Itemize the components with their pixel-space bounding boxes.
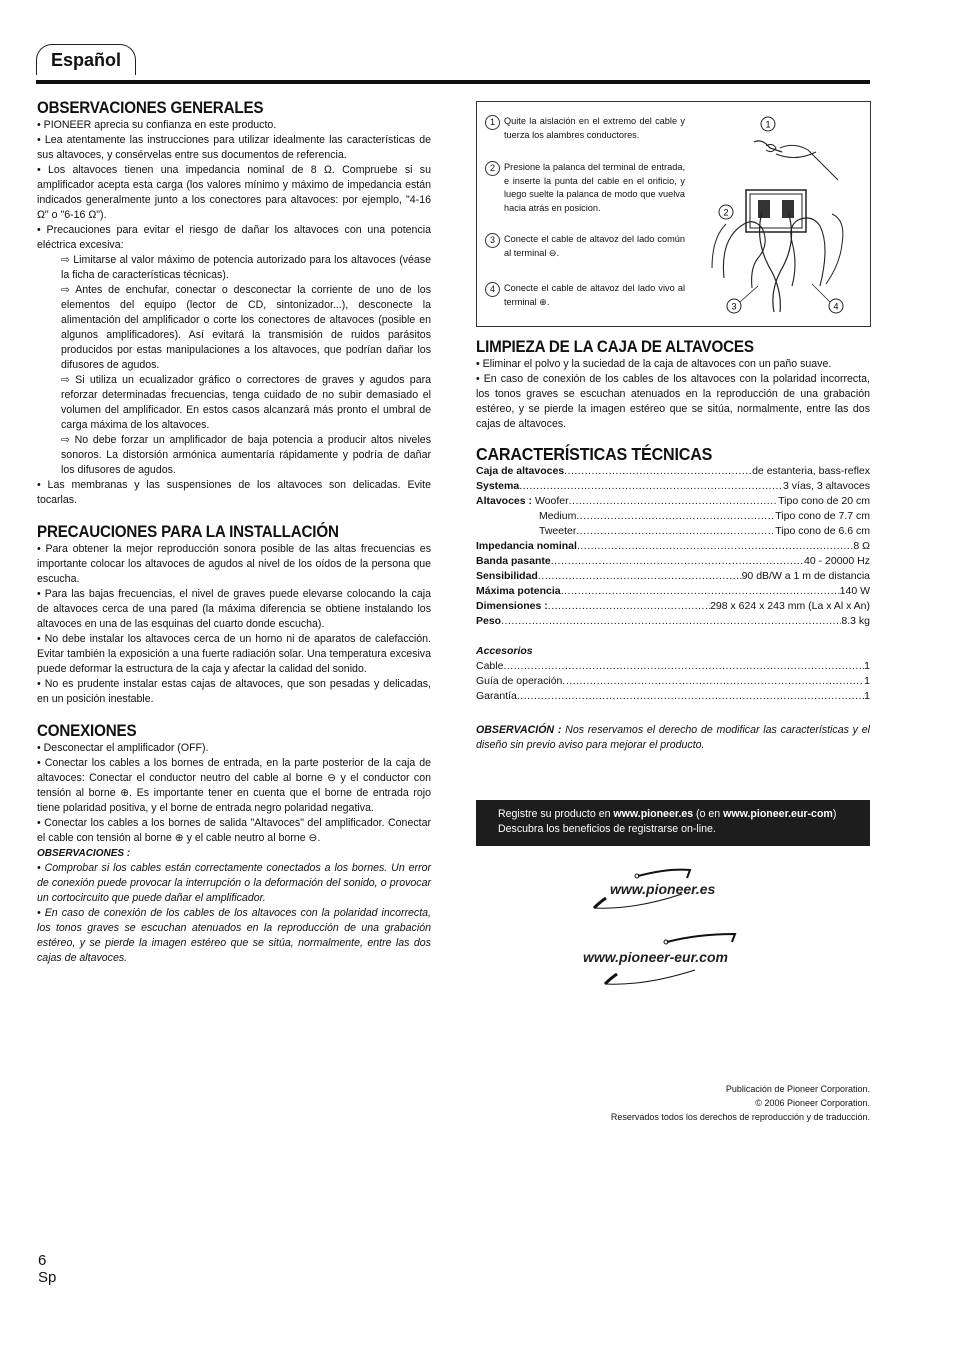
page-lang: Sp — [38, 1269, 57, 1286]
url-pioneer-es[interactable]: www.pioneer.es — [610, 881, 716, 897]
spec-row: Sensibilidad ..... 90 dB/W a 1 m de distancia — [476, 569, 870, 584]
observacion-note: OBSERVACIÓN : Nos reservamos el derecho de modificar las características y el diseño sin previo aviso para mejorar el producto. — [476, 724, 870, 751]
step-number: 4 — [485, 282, 500, 297]
spec-row: Systema ..... 3 vías, 3 altavoces — [476, 479, 870, 494]
pioneer-eur-logo — [583, 930, 773, 986]
pioneer-es-logo — [590, 864, 750, 914]
note-paragraph: • En caso de conexión de los cables de los altavoces con la polaridad incorrecta, los tonos graves se escuchan atenuados en la reproducción de una grabación estéreo, y se pierde la imagen estéreo que se sitúa, normalmente, entre las dos cajas de altavoces. — [37, 907, 431, 964]
paragraph: • Los altavoces tienen una impedancia nominal de 8 Ω. Compruebe si su amplificador acepta esta carga (los valores mínimo y máximo de impedancia están indicados generalmente junto a los conectores para altavoces: por ejemplo, "4-16 Ω" o "6-16 Ω"). — [37, 164, 431, 221]
step-number: 1 — [485, 115, 500, 130]
step-text: Conecte el cable de altavoz del lado común al terminal ⊖. — [504, 234, 685, 258]
spec-row: Peso ..... 8.3 kg — [476, 614, 870, 629]
figure-step — [485, 161, 685, 215]
section-title-limpieza: LIMPIEZA DE LA CAJA DE ALTAVOCES — [476, 338, 754, 356]
spec-row: Impedancia nominal ..... 8 Ω — [476, 539, 870, 554]
paragraph: • Para las bajas frecuencias, el nivel de graves puede elevarse colocando la caja de altavoces cerca de una pared (la máxima diferencia se obtiene instalando los altavoces en una de las esquinas del cuarto donde escucha). — [37, 588, 431, 630]
left-column — [37, 98, 431, 966]
paragraph: • Precauciones para evitar el riesgo de dañar los altavoces con una potencia eléctrica excesiva: — [37, 224, 431, 251]
page-number-block — [38, 1252, 56, 1286]
spec-row: Caja de altavoces ..... de estanteria, bass-reflex — [476, 464, 870, 479]
accesorios-list — [476, 644, 870, 704]
paragraph: • Eliminar el polvo y la suciedad de la caja de altavoces con un paño suave. — [476, 358, 832, 370]
figure-step — [485, 282, 685, 309]
callout-number: 4 — [833, 301, 839, 312]
step-number: 2 — [485, 161, 500, 176]
paragraph: • Desconectar el amplificador (OFF). — [37, 742, 209, 754]
section-title-precauciones: PRECAUCIONES PARA LA INSTALLACIÓN — [37, 523, 339, 541]
registration-banner: Registre su producto en www.pioneer.es (o en www.pioneer.eur-com) Descubra los beneficios de registrarse on-line. — [476, 800, 870, 846]
spec-row: Tweeter ..... Tipo cono de 6.6 cm — [476, 524, 870, 539]
spec-row: Máxima potencia ..... 140 W — [476, 584, 870, 599]
spec-row: Medium ..... Tipo cono de 7.7 cm — [476, 509, 870, 524]
figure-step — [485, 233, 685, 260]
wiring-illustration — [702, 108, 862, 320]
spec-table — [476, 464, 870, 629]
paragraph: • En caso de conexión de los cables de los altavoces con la polaridad incorrecta, los tonos graves se escuchan atenuados en la reproducción de una grabación estéreo, y se pierde la imagen estéreo que se sitúa, normalmente, entre las dos cajas de altavoces. — [476, 373, 870, 430]
step-text: Quite la aislación en el extremo del cable y tuerza los alambres conductores. — [504, 116, 685, 140]
sub-paragraph: ⇨ Si utiliza un ecualizador gráfico o correctores de graves y agudos para reforzar determinadas frecuencias, tenga cuidado de no subir demasiado el volumen del amplificador. En estos casos alcanzará más pronto el umbral de carga máxima de los altavoces. — [61, 374, 431, 431]
sub-paragraph: ⇨ Antes de enchufar, conectar o desconectar la corriente de uno de los elementos del equipo (lector de CD, sintonizador...), desconecte la alimentación del amplificador o corte los conectores de altavoces (posible en algunos amplificadores). Así evitará la transmisión de ruidos parásitos producidos por estas manipulaciones a los altavoces, que podrían dañar los difusores de agudos. — [61, 284, 431, 371]
section-title-caracteristicas: CARACTERÍSTICAS TÉCNICAS — [476, 444, 713, 464]
callout-number: 1 — [765, 119, 771, 130]
spec-row: Altavoces : Woofer ..... Tipo cono de 20 cm — [476, 494, 870, 509]
accesorio-row: Guía de operación ..... 1 — [476, 674, 870, 689]
sub-paragraph: ⇨ No debe forzar un amplificador de baja potencia a producir altos niveles sonoros. La distorsión armónica aumentaría rápidamente y podría de dañar los difusores de agudos. — [61, 434, 431, 476]
header-rule — [36, 80, 870, 84]
pioneer-es-link[interactable]: www.pioneer.es — [613, 808, 694, 820]
step-text: Presione la palanca del terminal de entrada, e inserte la punta del cable en el orificio, y luego suelte la palanca de modo que vuelva hacia atrás en posicion. — [504, 162, 685, 213]
section-title-observaciones: OBSERVACIONES GENERALES — [37, 99, 264, 117]
right-column — [476, 337, 870, 753]
language-tab-label: Español — [50, 50, 121, 70]
url-pioneer-eur[interactable]: www.pioneer-eur.com — [583, 949, 728, 965]
spec-row: Banda pasante ..... 40 - 20000 Hz — [476, 554, 870, 569]
paragraph: • Las membranas y las suspensiones de los altavoces son delicadas. Evite tocarlas. — [37, 479, 431, 506]
pioneer-eur-link[interactable]: www.pioneer.eur-com — [723, 808, 833, 820]
paragraph: • Conectar los cables a los bornes de salida "Altavoces" del amplificador. Conectar el cable con tensión al borne ⊕ y el cable neutro al borne ⊖. — [37, 817, 431, 844]
accesorio-row: Garantía ..... 1 — [476, 689, 870, 704]
callout-number: 2 — [723, 207, 729, 218]
observaciones-label: OBSERVACIONES : — [37, 848, 131, 859]
paragraph: • No es prudente instalar estas cajas de altavoces, que son pesadas y delicadas, en un posición inestable. — [37, 678, 431, 705]
sub-paragraph: ⇨ Limitarse al valor máximo de potencia autorizado para los altavoces (véase la ficha de características técnicas). — [61, 254, 431, 281]
paragraph: • No debe instalar los altavoces cerca de un horno ni de aparatos de calefacción. Evitar también la exposición a una fuerte radiación solar. Una temperatura excesiva puede deformar la estructura de la caja y afectar la calidad del sonido. — [37, 633, 431, 675]
spec-row: Dimensiones : ..... 298 x 624 x 243 mm (La x Al x An) — [476, 599, 870, 614]
paragraph: • Para obtener la mejor reproducción sonora posible de las altas frecuencias es importante colocar los altavoces de agudos al nivel de los oídos de la persona que escucha. — [37, 543, 431, 585]
accesorio-row: Cable ..... 1 — [476, 659, 870, 674]
step-text: Conecte el cable de altavoz del lado vivo al terminal ⊕. — [504, 283, 685, 307]
figure-step — [485, 115, 685, 142]
accesorios-title: Accesorios — [476, 645, 533, 657]
paragraph: • Lea atentamente las instrucciones para utilizar idealmente las características de sus altavoces, y consérvelas entre sus documentos de referencia. — [37, 134, 431, 161]
page-number: 6 — [38, 1252, 47, 1269]
copyright-block: Publicación de Pioneer Corporation. © 2006 Pioneer Corporation. Reservados todos los derechos de reproducción y de traducción. — [610, 1084, 870, 1122]
step-number: 3 — [485, 233, 500, 248]
paragraph: • PIONEER aprecia su confianza en este producto. — [37, 119, 277, 131]
language-tab — [36, 44, 136, 75]
note-paragraph: • Comprobar si los cables están correctamente conectados a los bornes. Un error de conexión puede provocar la interrupción o la deformación del sonido, o provocar un cortocircuito que puede dañar el amplificador. — [37, 862, 431, 904]
callout-number: 3 — [731, 301, 737, 312]
connection-figure — [476, 101, 871, 327]
paragraph: • Conectar los cables a los bornes de entrada, en la parte posterior de la caja de altavoces: Conectar el conductor neutro del cable al borne ⊖ y el conductor con tensión al borne ⊕. Es importante tener en cuenta que el borne de entrada rojo tiene polaridad positiva, y el borne de entrada negro polaridad negativa. — [37, 757, 431, 814]
section-title-conexiones: CONEXIONES — [37, 722, 137, 740]
